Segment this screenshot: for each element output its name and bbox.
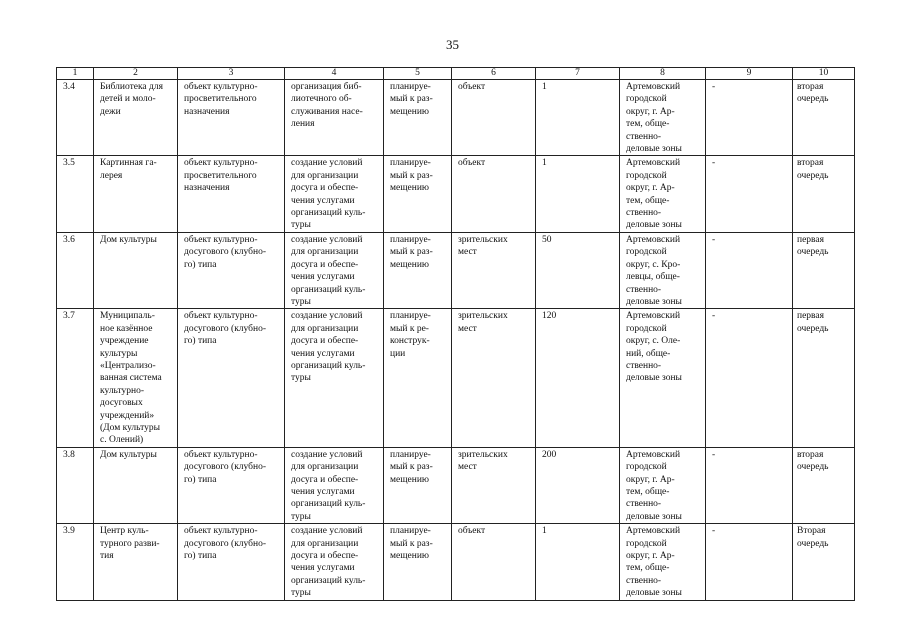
cell-queue: вторая очередь: [793, 156, 855, 232]
cell-object-name: Дом культуры: [94, 447, 178, 523]
cell-location: Артемовский городской округ, с. Оле- ний, обще- ственно- деловые зоны: [620, 309, 706, 447]
cell-number: 3.7: [57, 309, 94, 447]
cell-object-type: объект культурно- просветительного назначения: [178, 80, 285, 156]
column-number-header: 9: [706, 68, 793, 80]
cell-zone: -: [706, 80, 793, 156]
cell-object-type: объект культурно- досугового (клубно- го) типа: [178, 232, 285, 308]
cell-quantity: 200: [536, 447, 620, 523]
cell-unit: объект: [452, 156, 536, 232]
column-number-header: 3: [178, 68, 285, 80]
cell-zone: -: [706, 309, 793, 447]
cell-location: Артемовский городской округ, г. Ар- тем, обще- ственно- деловые зоны: [620, 524, 706, 600]
cell-object-type: объект культурно- досугового (клубно- го) типа: [178, 447, 285, 523]
cell-status: планируе- мый к раз- мещению: [384, 80, 452, 156]
column-number-header: 5: [384, 68, 452, 80]
cell-status: планируе- мый к раз- мещению: [384, 447, 452, 523]
cell-purpose: создание условий для организации досуга и обеспе- чения услугами организаций куль- туры: [285, 447, 384, 523]
cell-number: 3.9: [57, 524, 94, 600]
cell-queue: вторая очередь: [793, 447, 855, 523]
cell-status: планируе- мый к раз- мещению: [384, 232, 452, 308]
cell-location: Артемовский городской округ, с. Кро- левцы, обще- ственно- деловые зоны: [620, 232, 706, 308]
cell-zone: -: [706, 447, 793, 523]
column-number-header: 7: [536, 68, 620, 80]
cell-purpose: создание условий для организации досуга и обеспе- чения услугами организаций куль- туры: [285, 156, 384, 232]
column-number-header: 8: [620, 68, 706, 80]
cell-unit: зрительских мест: [452, 447, 536, 523]
column-number-header: 6: [452, 68, 536, 80]
cell-purpose: организация биб- лиотечного об- служивания насе- ления: [285, 80, 384, 156]
column-number-header: 2: [94, 68, 178, 80]
cell-unit: зрительских мест: [452, 232, 536, 308]
cell-location: Артемовский городской округ, г. Ар- тем, обще- ственно- деловые зоны: [620, 156, 706, 232]
cell-status: планируе- мый к раз- мещению: [384, 156, 452, 232]
table-header-row: [57, 68, 855, 80]
cell-purpose: создание условий для организации досуга и обеспе- чения услугами организаций куль- туры: [285, 524, 384, 600]
cell-unit: объект: [452, 524, 536, 600]
cell-unit: зрительских мест: [452, 309, 536, 447]
cell-zone: -: [706, 524, 793, 600]
cell-queue: первая очередь: [793, 232, 855, 308]
cell-number: 3.8: [57, 447, 94, 523]
table-row: [57, 232, 855, 308]
cell-number: 3.5: [57, 156, 94, 232]
cell-object-name: Муниципаль- ное казённое учреждение культуры «Централизо- ванная система культурно- досуговых учреждений» (Дом культуры с. Олений): [94, 309, 178, 447]
cell-queue: вторая очередь: [793, 80, 855, 156]
page-number: 35: [446, 37, 459, 52]
column-number-header: 10: [793, 68, 855, 80]
table-row: [57, 80, 855, 156]
cell-queue: Вторая очередь: [793, 524, 855, 600]
cell-object-name: Библиотека для детей и моло- дежи: [94, 80, 178, 156]
cell-quantity: 120: [536, 309, 620, 447]
table-row: [57, 309, 855, 447]
cell-location: Артемовский городской округ, г. Ар- тем, обще- ственно- деловые зоны: [620, 447, 706, 523]
table-row: [57, 524, 855, 600]
cell-object-type: объект культурно- досугового (клубно- го) типа: [178, 309, 285, 447]
cell-zone: -: [706, 156, 793, 232]
cell-purpose: создание условий для организации досуга и обеспе- чения услугами организаций куль- туры: [285, 232, 384, 308]
cell-number: 3.6: [57, 232, 94, 308]
cell-queue: первая очередь: [793, 309, 855, 447]
cell-zone: -: [706, 232, 793, 308]
cell-object-type: объект культурно- досугового (клубно- го) типа: [178, 524, 285, 600]
table-row: [57, 156, 855, 232]
cell-number: 3.4: [57, 80, 94, 156]
cell-quantity: 50: [536, 232, 620, 308]
cell-object-name: Центр куль- турного разви- тия: [94, 524, 178, 600]
column-number-header: 4: [285, 68, 384, 80]
cell-unit: объект: [452, 80, 536, 156]
cell-quantity: 1: [536, 156, 620, 232]
cell-location: Артемовский городской округ, г. Ар- тем, обще- ственно- деловые зоны: [620, 80, 706, 156]
cell-purpose: создание условий для организации досуга и обеспе- чения услугами организаций куль- туры: [285, 309, 384, 447]
cell-status: планируе- мый к раз- мещению: [384, 524, 452, 600]
cell-quantity: 1: [536, 80, 620, 156]
table-row: [57, 447, 855, 523]
objects-table: [56, 67, 855, 601]
cell-object-name: Дом культуры: [94, 232, 178, 308]
column-number-header: 1: [57, 68, 94, 80]
cell-status: планируе- мый к ре- конструк- ции: [384, 309, 452, 447]
cell-object-name: Картинная га- лерея: [94, 156, 178, 232]
cell-object-type: объект культурно- просветительного назначения: [178, 156, 285, 232]
cell-quantity: 1: [536, 524, 620, 600]
